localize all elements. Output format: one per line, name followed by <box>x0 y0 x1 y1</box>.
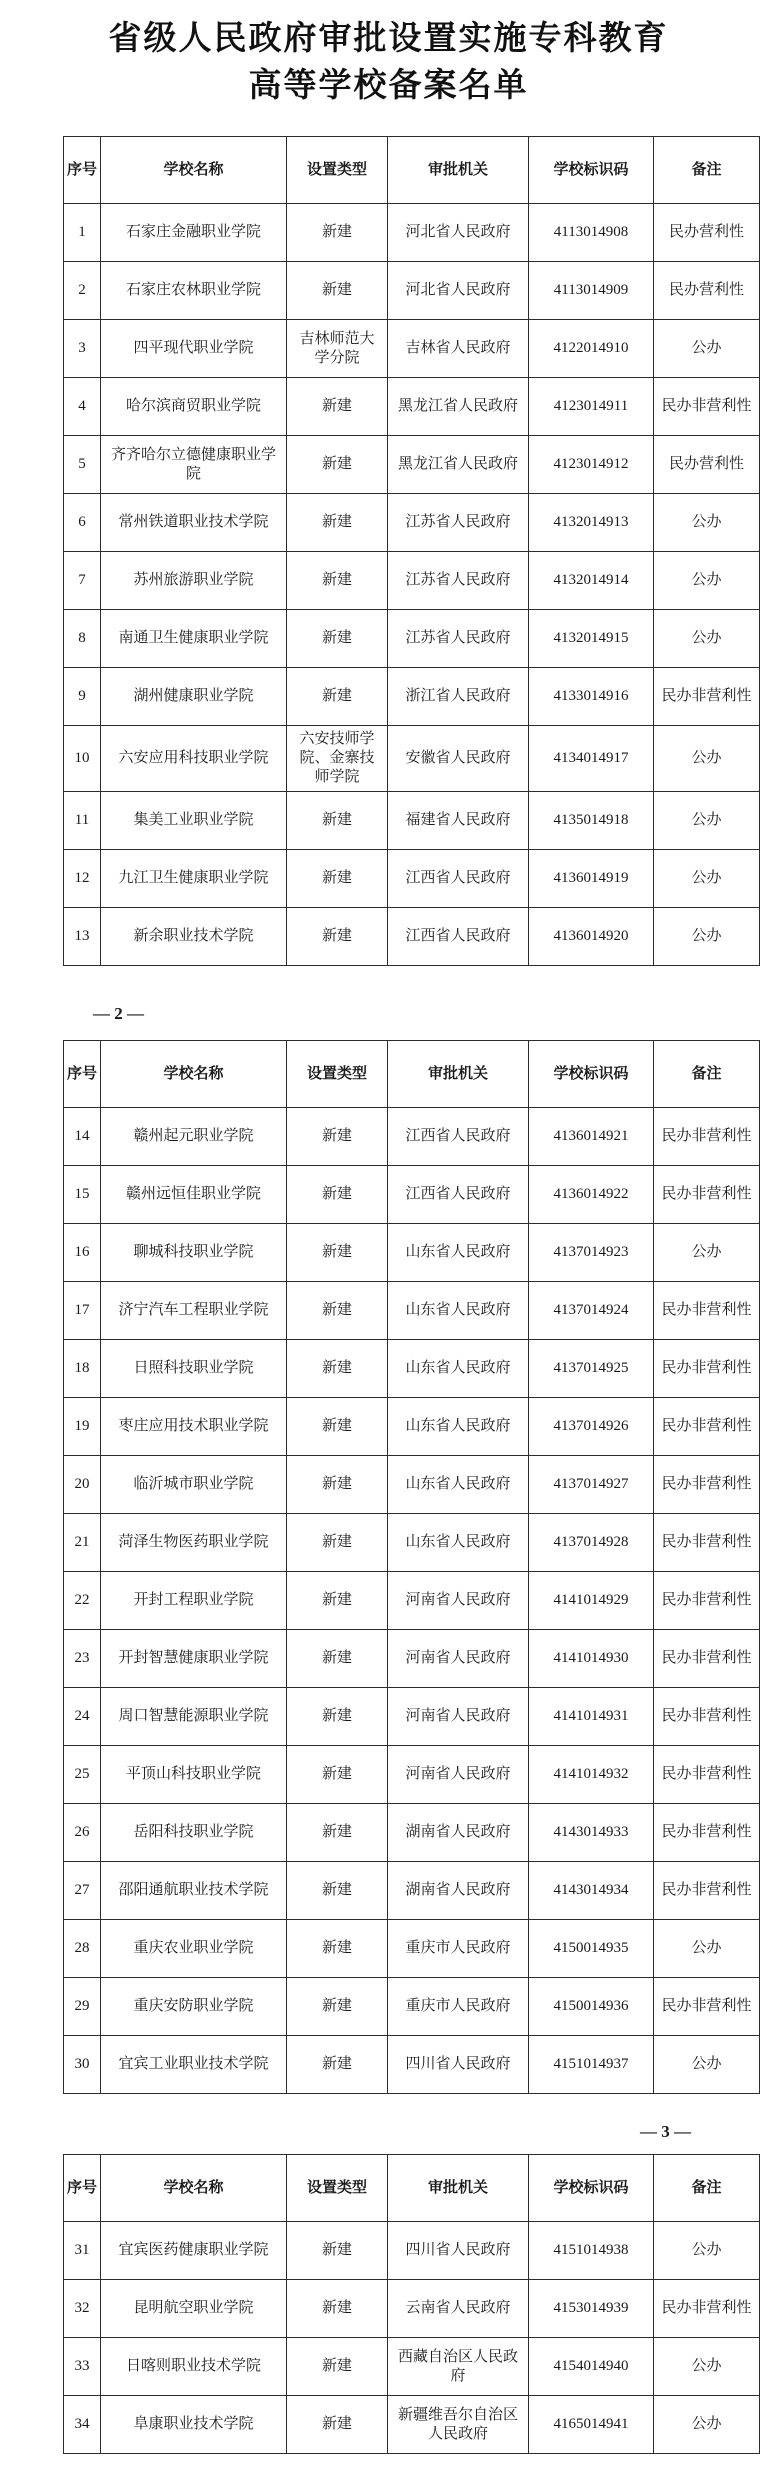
cell-name: 赣州远恒佳职业学院 <box>101 1166 287 1224</box>
cell-code: 4153014939 <box>529 2280 654 2338</box>
table-row <box>64 2036 760 2094</box>
header-row <box>64 2155 760 2222</box>
cell-code: 4123014912 <box>529 436 654 494</box>
cell-no: 20 <box>64 1456 101 1514</box>
table-row <box>64 1978 760 2036</box>
table-row <box>64 792 760 850</box>
cell-code: 4137014926 <box>529 1398 654 1456</box>
cell-note: 民办非营利性 <box>654 1688 760 1746</box>
cell-no: 15 <box>64 1166 101 1224</box>
cell-no: 22 <box>64 1572 101 1630</box>
cell-authority: 四川省人民政府 <box>388 2036 529 2094</box>
cell-authority: 重庆市人民政府 <box>388 1978 529 2036</box>
cell-no: 1 <box>64 204 101 262</box>
cell-no: 3 <box>64 320 101 378</box>
cell-code: 4137014927 <box>529 1456 654 1514</box>
cell-note: 民办非营利性 <box>654 1340 760 1398</box>
column-header-name: 学校名称 <box>101 137 287 204</box>
cell-note: 民办营利性 <box>654 436 760 494</box>
column-header-code: 学校标识码 <box>529 1041 654 1108</box>
cell-name: 昆明航空职业学院 <box>101 2280 287 2338</box>
cell-note: 民办非营利性 <box>654 1282 760 1340</box>
column-header-name: 学校名称 <box>101 2155 287 2222</box>
cell-name: 平顶山科技职业学院 <box>101 1746 287 1804</box>
column-header-type: 设置类型 <box>287 2155 388 2222</box>
cell-note: 民办非营利性 <box>654 1572 760 1630</box>
cell-authority: 河南省人民政府 <box>388 1688 529 1746</box>
cell-authority: 四川省人民政府 <box>388 2222 529 2280</box>
cell-authority: 安徽省人民政府 <box>388 726 529 792</box>
cell-type: 新建 <box>287 436 388 494</box>
cell-name: 集美工业职业学院 <box>101 792 287 850</box>
cell-authority: 西藏自治区人民政府 <box>388 2338 529 2396</box>
cell-no: 24 <box>64 1688 101 1746</box>
cell-type: 新建 <box>287 1688 388 1746</box>
cell-name: 阜康职业技术学院 <box>101 2396 287 2454</box>
cell-authority: 黑龙江省人民政府 <box>388 378 529 436</box>
cell-no: 32 <box>64 2280 101 2338</box>
cell-code: 4122014910 <box>529 320 654 378</box>
cell-code: 4136014919 <box>529 850 654 908</box>
cell-type: 新建 <box>287 2338 388 2396</box>
cell-note: 民办非营利性 <box>654 1514 760 1572</box>
column-header-note: 备注 <box>654 137 760 204</box>
cell-code: 4132014915 <box>529 610 654 668</box>
table-row <box>64 2280 760 2338</box>
cell-type: 新建 <box>287 552 388 610</box>
cell-no: 7 <box>64 552 101 610</box>
cell-name: 石家庄农林职业学院 <box>101 262 287 320</box>
cell-note: 公办 <box>654 552 760 610</box>
column-header-type: 设置类型 <box>287 137 388 204</box>
cell-type: 新建 <box>287 850 388 908</box>
column-header-note: 备注 <box>654 1041 760 1108</box>
cell-type: 新建 <box>287 1746 388 1804</box>
cell-type: 新建 <box>287 2280 388 2338</box>
cell-note: 公办 <box>654 320 760 378</box>
table-row <box>64 1572 760 1630</box>
cell-note: 公办 <box>654 494 760 552</box>
table-row <box>64 436 760 494</box>
cell-type: 新建 <box>287 1340 388 1398</box>
cell-type: 六安技师学院、金寨技师学院 <box>287 726 388 792</box>
column-header-no: 序号 <box>64 1041 101 1108</box>
cell-code: 4151014938 <box>529 2222 654 2280</box>
table-row <box>64 1804 760 1862</box>
cell-name: 宜宾医药健康职业学院 <box>101 2222 287 2280</box>
cell-code: 4141014932 <box>529 1746 654 1804</box>
cell-type: 新建 <box>287 2222 388 2280</box>
college-table-page-3 <box>63 2154 760 2454</box>
cell-name: 枣庄应用技术职业学院 <box>101 1398 287 1456</box>
cell-authority: 江西省人民政府 <box>388 850 529 908</box>
cell-note: 公办 <box>654 2338 760 2396</box>
table-row <box>64 610 760 668</box>
table-row <box>64 908 760 966</box>
column-header-authority: 审批机关 <box>388 1041 529 1108</box>
cell-note: 民办非营利性 <box>654 1862 760 1920</box>
cell-authority: 新疆维吾尔自治区人民政府 <box>388 2396 529 2454</box>
cell-name: 聊城科技职业学院 <box>101 1224 287 1282</box>
column-header-no: 序号 <box>64 2155 101 2222</box>
cell-code: 4132014914 <box>529 552 654 610</box>
page-title <box>0 16 777 110</box>
cell-name: 日喀则职业技术学院 <box>101 2338 287 2396</box>
cell-no: 31 <box>64 2222 101 2280</box>
table-row <box>64 668 760 726</box>
table-row <box>64 1862 760 1920</box>
cell-type: 新建 <box>287 1978 388 2036</box>
cell-name: 六安应用科技职业学院 <box>101 726 287 792</box>
table-row <box>64 1282 760 1340</box>
cell-name: 苏州旅游职业学院 <box>101 552 287 610</box>
cell-note: 民办非营利性 <box>654 1746 760 1804</box>
page-number-2: — 2 — <box>93 1004 144 1023</box>
cell-code: 4137014923 <box>529 1224 654 1282</box>
table-row <box>64 850 760 908</box>
header-row <box>64 1041 760 1108</box>
cell-authority: 湖南省人民政府 <box>388 1862 529 1920</box>
cell-authority: 浙江省人民政府 <box>388 668 529 726</box>
cell-note: 公办 <box>654 2222 760 2280</box>
cell-name: 日照科技职业学院 <box>101 1340 287 1398</box>
cell-name: 九江卫生健康职业学院 <box>101 850 287 908</box>
college-table-page-1 <box>63 136 760 966</box>
cell-type: 新建 <box>287 262 388 320</box>
cell-code: 4143014934 <box>529 1862 654 1920</box>
cell-no: 5 <box>64 436 101 494</box>
cell-authority: 江西省人民政府 <box>388 1166 529 1224</box>
cell-authority: 湖南省人民政府 <box>388 1804 529 1862</box>
cell-code: 4137014924 <box>529 1282 654 1340</box>
cell-type: 新建 <box>287 908 388 966</box>
cell-code: 4137014928 <box>529 1514 654 1572</box>
column-header-code: 学校标识码 <box>529 137 654 204</box>
table-row <box>64 1340 760 1398</box>
cell-note: 公办 <box>654 1224 760 1282</box>
cell-type: 新建 <box>287 1108 388 1166</box>
cell-code: 4136014920 <box>529 908 654 966</box>
page-title-line-2: 高等学校备案名单 <box>248 68 529 104</box>
cell-note: 公办 <box>654 792 760 850</box>
table-row <box>64 2222 760 2280</box>
cell-code: 4141014930 <box>529 1630 654 1688</box>
cell-authority: 福建省人民政府 <box>388 792 529 850</box>
table-row <box>64 1166 760 1224</box>
cell-note: 民办非营利性 <box>654 1978 760 2036</box>
cell-name: 南通卫生健康职业学院 <box>101 610 287 668</box>
cell-name: 菏泽生物医药职业学院 <box>101 1514 287 1572</box>
cell-no: 21 <box>64 1514 101 1572</box>
cell-no: 13 <box>64 908 101 966</box>
cell-no: 30 <box>64 2036 101 2094</box>
table-row <box>64 2396 760 2454</box>
cell-type: 新建 <box>287 1862 388 1920</box>
cell-authority: 山东省人民政府 <box>388 1282 529 1340</box>
cell-no: 26 <box>64 1804 101 1862</box>
cell-type: 新建 <box>287 1514 388 1572</box>
cell-code: 4136014922 <box>529 1166 654 1224</box>
cell-name: 济宁汽车工程职业学院 <box>101 1282 287 1340</box>
table-row <box>64 726 760 792</box>
cell-authority: 山东省人民政府 <box>388 1456 529 1514</box>
cell-code: 4150014935 <box>529 1920 654 1978</box>
table-row <box>64 1746 760 1804</box>
header-row <box>64 137 760 204</box>
cell-no: 27 <box>64 1862 101 1920</box>
cell-name: 周口智慧能源职业学院 <box>101 1688 287 1746</box>
cell-no: 29 <box>64 1978 101 2036</box>
cell-note: 公办 <box>654 2396 760 2454</box>
cell-note: 民办非营利性 <box>654 2280 760 2338</box>
cell-note: 公办 <box>654 1920 760 1978</box>
cell-no: 16 <box>64 1224 101 1282</box>
cell-type: 新建 <box>287 378 388 436</box>
cell-note: 民办非营利性 <box>654 668 760 726</box>
table-row <box>64 320 760 378</box>
cell-type: 新建 <box>287 1920 388 1978</box>
cell-no: 25 <box>64 1746 101 1804</box>
column-header-name: 学校名称 <box>101 1041 287 1108</box>
cell-type: 新建 <box>287 1572 388 1630</box>
cell-name: 齐齐哈尔立德健康职业学院 <box>101 436 287 494</box>
table-row <box>64 1224 760 1282</box>
cell-authority: 河南省人民政府 <box>388 1572 529 1630</box>
cell-type: 新建 <box>287 668 388 726</box>
table-row <box>64 1688 760 1746</box>
cell-no: 8 <box>64 610 101 668</box>
cell-authority: 重庆市人民政府 <box>388 1920 529 1978</box>
column-header-authority: 审批机关 <box>388 137 529 204</box>
college-table-page-2 <box>63 1040 760 2094</box>
cell-note: 民办非营利性 <box>654 1456 760 1514</box>
cell-no: 18 <box>64 1340 101 1398</box>
column-header-code: 学校标识码 <box>529 2155 654 2222</box>
cell-name: 新余职业技术学院 <box>101 908 287 966</box>
column-header-type: 设置类型 <box>287 1041 388 1108</box>
cell-name: 临沂城市职业学院 <box>101 1456 287 1514</box>
cell-no: 28 <box>64 1920 101 1978</box>
cell-note: 民办非营利性 <box>654 1804 760 1862</box>
column-header-no: 序号 <box>64 137 101 204</box>
cell-authority: 江苏省人民政府 <box>388 552 529 610</box>
cell-code: 4135014918 <box>529 792 654 850</box>
cell-note: 公办 <box>654 610 760 668</box>
cell-authority: 江西省人民政府 <box>388 1108 529 1166</box>
table-row <box>64 1398 760 1456</box>
cell-type: 新建 <box>287 1224 388 1282</box>
cell-name: 邵阳通航职业技术学院 <box>101 1862 287 1920</box>
cell-code: 4133014916 <box>529 668 654 726</box>
cell-code: 4150014936 <box>529 1978 654 2036</box>
cell-no: 33 <box>64 2338 101 2396</box>
cell-code: 4113014909 <box>529 262 654 320</box>
cell-no: 2 <box>64 262 101 320</box>
table-row <box>64 494 760 552</box>
cell-no: 11 <box>64 792 101 850</box>
cell-name: 哈尔滨商贸职业学院 <box>101 378 287 436</box>
cell-code: 4151014937 <box>529 2036 654 2094</box>
cell-note: 民办营利性 <box>654 204 760 262</box>
cell-no: 4 <box>64 378 101 436</box>
cell-authority: 云南省人民政府 <box>388 2280 529 2338</box>
table-row <box>64 204 760 262</box>
cell-authority: 河南省人民政府 <box>388 1630 529 1688</box>
cell-no: 9 <box>64 668 101 726</box>
cell-note: 公办 <box>654 908 760 966</box>
cell-name: 开封工程职业学院 <box>101 1572 287 1630</box>
cell-note: 公办 <box>654 726 760 792</box>
cell-code: 4137014925 <box>529 1340 654 1398</box>
cell-code: 4165014941 <box>529 2396 654 2454</box>
cell-code: 4134014917 <box>529 726 654 792</box>
column-header-note: 备注 <box>654 2155 760 2222</box>
cell-no: 10 <box>64 726 101 792</box>
cell-type: 新建 <box>287 792 388 850</box>
cell-note: 民办非营利性 <box>654 1398 760 1456</box>
cell-name: 开封智慧健康职业学院 <box>101 1630 287 1688</box>
cell-code: 4141014931 <box>529 1688 654 1746</box>
cell-type: 新建 <box>287 2036 388 2094</box>
cell-name: 赣州起元职业学院 <box>101 1108 287 1166</box>
cell-name: 常州铁道职业技术学院 <box>101 494 287 552</box>
cell-type: 新建 <box>287 610 388 668</box>
table-row <box>64 1108 760 1166</box>
page-title-line-1: 省级人民政府审批设置实施专科教育 <box>108 21 669 57</box>
cell-name: 重庆安防职业学院 <box>101 1978 287 2036</box>
cell-authority: 山东省人民政府 <box>388 1340 529 1398</box>
cell-type: 新建 <box>287 1456 388 1514</box>
page-number-3: — 3 — <box>640 2122 691 2141</box>
table-row <box>64 262 760 320</box>
cell-no: 19 <box>64 1398 101 1456</box>
cell-no: 23 <box>64 1630 101 1688</box>
cell-code: 4132014913 <box>529 494 654 552</box>
cell-name: 湖州健康职业学院 <box>101 668 287 726</box>
table-row <box>64 1514 760 1572</box>
cell-code: 4143014933 <box>529 1804 654 1862</box>
cell-type: 新建 <box>287 204 388 262</box>
cell-no: 14 <box>64 1108 101 1166</box>
cell-code: 4141014929 <box>529 1572 654 1630</box>
cell-authority: 黑龙江省人民政府 <box>388 436 529 494</box>
table-row <box>64 2338 760 2396</box>
cell-type: 新建 <box>287 2396 388 2454</box>
cell-type: 新建 <box>287 1804 388 1862</box>
cell-note: 民办非营利性 <box>654 1166 760 1224</box>
table-row <box>64 1456 760 1514</box>
cell-name: 石家庄金融职业学院 <box>101 204 287 262</box>
cell-authority: 吉林省人民政府 <box>388 320 529 378</box>
column-header-authority: 审批机关 <box>388 2155 529 2222</box>
cell-type: 新建 <box>287 1166 388 1224</box>
cell-note: 民办非营利性 <box>654 1108 760 1166</box>
cell-note: 公办 <box>654 850 760 908</box>
cell-code: 4136014921 <box>529 1108 654 1166</box>
cell-type: 新建 <box>287 1630 388 1688</box>
table-row <box>64 378 760 436</box>
cell-code: 4113014908 <box>529 204 654 262</box>
cell-name: 四平现代职业学院 <box>101 320 287 378</box>
cell-no: 34 <box>64 2396 101 2454</box>
cell-type: 新建 <box>287 494 388 552</box>
cell-note: 民办非营利性 <box>654 1630 760 1688</box>
cell-no: 12 <box>64 850 101 908</box>
cell-authority: 河南省人民政府 <box>388 1746 529 1804</box>
cell-authority: 江西省人民政府 <box>388 908 529 966</box>
cell-authority: 山东省人民政府 <box>388 1398 529 1456</box>
cell-authority: 河北省人民政府 <box>388 204 529 262</box>
cell-authority: 河北省人民政府 <box>388 262 529 320</box>
cell-no: 6 <box>64 494 101 552</box>
cell-no: 17 <box>64 1282 101 1340</box>
cell-name: 宜宾工业职业技术学院 <box>101 2036 287 2094</box>
cell-note: 民办营利性 <box>654 262 760 320</box>
cell-authority: 江苏省人民政府 <box>388 610 529 668</box>
cell-note: 公办 <box>654 2036 760 2094</box>
table-row <box>64 1920 760 1978</box>
cell-note: 民办非营利性 <box>654 378 760 436</box>
cell-name: 岳阳科技职业学院 <box>101 1804 287 1862</box>
cell-type: 新建 <box>287 1282 388 1340</box>
cell-code: 4154014940 <box>529 2338 654 2396</box>
cell-name: 重庆农业职业学院 <box>101 1920 287 1978</box>
cell-authority: 山东省人民政府 <box>388 1224 529 1282</box>
table-row <box>64 1630 760 1688</box>
cell-authority: 江苏省人民政府 <box>388 494 529 552</box>
cell-authority: 山东省人民政府 <box>388 1514 529 1572</box>
cell-code: 4123014911 <box>529 378 654 436</box>
cell-type: 新建 <box>287 1398 388 1456</box>
table-row <box>64 552 760 610</box>
cell-type: 吉林师范大学分院 <box>287 320 388 378</box>
